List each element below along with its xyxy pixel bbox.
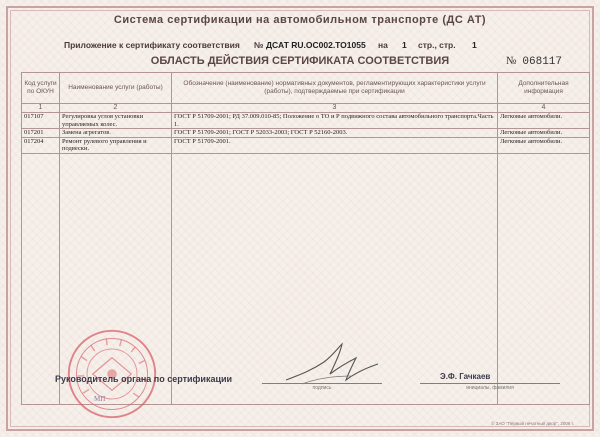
row-info: Легковые автомобили. (498, 113, 590, 129)
row-code: 017204 (22, 137, 60, 153)
pages-label: стр., стр. (418, 40, 456, 50)
certificate-number: ДСАТ RU.ОС002.ТО1055 (266, 40, 366, 50)
row-name: Регулировка углов установки управляемых колес. (60, 113, 172, 129)
table-row (22, 113, 590, 129)
stamp-initials: МП (94, 395, 106, 403)
serial-sign: № (505, 55, 517, 67)
appendix-line (60, 40, 540, 54)
column-number: 4 (498, 104, 590, 113)
pages-total: 1 (402, 40, 407, 50)
row-info: Легковые автомобили. (498, 129, 590, 138)
column-header-info: Дополнительная информация (498, 73, 590, 104)
serial-number: 068117 (522, 56, 562, 68)
serial-number-block (506, 55, 562, 68)
signature-line (262, 383, 382, 384)
page-current: 1 (472, 40, 477, 50)
row-docs: ГОСТ Р 51709-2001. (172, 137, 498, 153)
signer-name: Э.Ф. Гачкаев (440, 372, 491, 381)
row-docs: ГОСТ Р 51709-2001; РД 37.009.010-85; Положение о ТО и Р подвижного состава автомобильного транспорта.Часть 1. (172, 113, 498, 129)
row-code: 017107 (22, 113, 60, 129)
signature-caption: подпись (312, 385, 332, 391)
column-number: 1 (22, 104, 60, 113)
column-header-code: Код услуги по ОКУН (22, 73, 60, 104)
head-of-body-label: Руководитель органа по сертификации (55, 374, 233, 384)
system-title: Система сертификации на автомобильном транспорте (ДС АТ) (113, 14, 487, 26)
name-line (420, 383, 560, 384)
row-code: 017201 (22, 129, 60, 138)
column-header-name: Наименование услуги (работы) (60, 73, 172, 104)
appendix-label: Приложение к сертификату соответствия (64, 40, 240, 50)
table-row (22, 129, 590, 138)
printer-note: © ЗАО "Первый печатный двор", 2006 г. (491, 421, 574, 426)
column-number: 3 (172, 104, 498, 113)
row-info: Легковые автомобили. (498, 137, 590, 153)
table-row (22, 137, 590, 153)
on-label: на (378, 40, 388, 50)
row-name: Ремонт рулевого управления и подвески. (60, 137, 172, 153)
column-header-docs: Обозначение (наименование) нормативных документов, регламентирующих характеристики услуги (работы), подтверждаемые при сертификации (172, 73, 498, 104)
number-sign: № (254, 40, 264, 50)
name-caption: инициалы, фамилия (466, 385, 514, 391)
area-title: ОБЛАСТЬ ДЕЙСТВИЯ СЕРТИФИКАТА СООТВЕТСТВИЯ (150, 55, 450, 67)
row-name: Замена агрегатов. (60, 129, 172, 138)
column-number: 2 (60, 104, 172, 113)
row-docs: ГОСТ Р 51709-2001; ГОСТ Р 52033-2003; ГОСТ Р 52160-2003. (172, 129, 498, 138)
